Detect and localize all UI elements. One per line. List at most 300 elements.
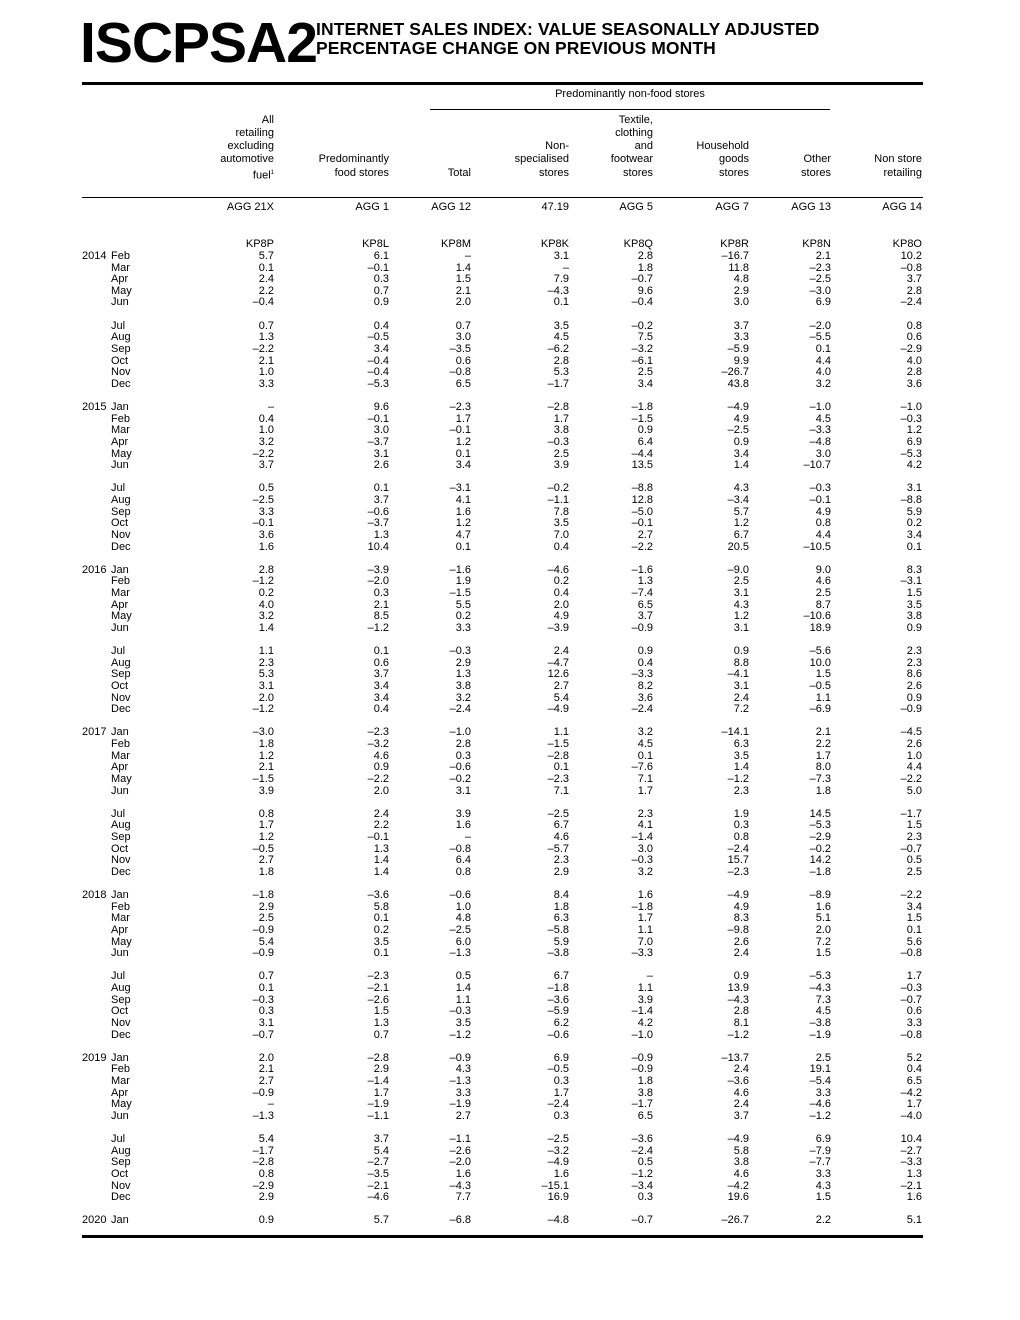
column-header-7: Other stores	[801, 153, 831, 179]
table-cell: 0.5	[637, 1156, 653, 1169]
table-cell: 1.3	[373, 842, 389, 855]
table-cell: 4.6	[733, 1167, 749, 1180]
table-cell: 0.1	[373, 645, 389, 658]
table-cell: 0.9	[906, 691, 922, 704]
row-month: Apr	[111, 273, 129, 286]
table-cell: 4.8	[733, 273, 749, 286]
row-month: Jun	[111, 947, 129, 960]
table-cell: 14.5	[809, 807, 831, 820]
table-cell: –4.9	[727, 401, 749, 414]
table-cell: 0.7	[373, 284, 389, 297]
aggregate-code: AGG 21X	[226, 201, 274, 213]
table-cell: 1.9	[455, 575, 471, 588]
table-cell: 3.5	[455, 1016, 471, 1029]
table-cell: 2.8	[258, 563, 274, 576]
table-cell: –8.8	[631, 482, 653, 495]
table-cell: 0.5	[455, 970, 471, 983]
table-cell: 1.2	[455, 435, 471, 448]
table-cell: –0.9	[252, 1086, 274, 1099]
table-cell: –2.3	[367, 970, 389, 983]
table-cell: 8.1	[733, 1016, 749, 1029]
row-year: 2016	[82, 563, 107, 576]
row-month: Feb	[111, 900, 130, 913]
table-cell: 3.7	[373, 668, 389, 681]
table-cell: –2.2	[900, 889, 922, 902]
table-cell: 3.3	[906, 1016, 922, 1029]
table-cell: 4.5	[815, 1005, 831, 1018]
table-cell: –3.9	[367, 563, 389, 576]
table-cell: 5.7	[258, 250, 274, 262]
row-month: Dec	[111, 1028, 131, 1041]
table-cell: 1.6	[815, 900, 831, 913]
table-cell: –0.4	[631, 296, 653, 309]
group-header-rule	[430, 109, 830, 110]
row-month: Nov	[111, 366, 131, 379]
table-cell: 0.4	[906, 1063, 922, 1076]
table-cell: 1.2	[455, 517, 471, 530]
table-cell: –2.2	[900, 772, 922, 785]
row-month: Mar	[111, 261, 130, 274]
table-cell: 1.3	[906, 1167, 922, 1180]
row-month: Nov	[111, 691, 131, 704]
table-cell: 10.4	[367, 540, 389, 553]
table-cell: 2.9	[258, 1191, 274, 1204]
row-month: Jul	[111, 807, 126, 820]
table-cell: –0.2	[449, 772, 471, 785]
row-month: Aug	[111, 656, 131, 669]
table-cell: –0.1	[631, 517, 653, 530]
table-cell: –9.8	[727, 923, 749, 936]
table-cell: 4.3	[815, 1179, 831, 1192]
table-cell: 1.4	[373, 854, 389, 867]
table-cell: 1.8	[637, 261, 653, 274]
table-cell: 1.6	[637, 889, 653, 902]
table-cell: –0.9	[252, 947, 274, 960]
table-cell: 5.1	[906, 1214, 922, 1227]
series-id: KP8O	[892, 238, 922, 250]
table-cell: –1.8	[547, 982, 569, 995]
table-cell: 0.4	[553, 540, 569, 553]
table-cell: 3.4	[906, 900, 922, 913]
table-cell: –1.8	[809, 865, 831, 878]
table-cell: 3.0	[815, 447, 831, 460]
table-cell: 6.9	[906, 435, 922, 448]
table-cell: –26.7	[721, 1214, 749, 1227]
table-cell: 0.1	[553, 761, 569, 774]
table-cell: 3.4	[637, 377, 653, 390]
table-cell: 0.2	[258, 586, 274, 599]
table-cell: –2.2	[367, 772, 389, 785]
table-cell: 3.2	[815, 377, 831, 390]
table-cell: –1.2	[367, 621, 389, 634]
table-cell: –6.1	[631, 354, 653, 367]
table-cell: –1.6	[631, 563, 653, 576]
table-cell: 5.9	[906, 505, 922, 518]
table-cell: –1.8	[631, 900, 653, 913]
table-cell: 2.9	[553, 865, 569, 878]
table-cell: –2.1	[367, 982, 389, 995]
table-cell: 2.3	[906, 831, 922, 843]
table-cell: 5.4	[258, 935, 274, 948]
table-cell: –4.3	[547, 284, 569, 297]
table-cell: –	[464, 250, 471, 262]
table-cell: –0.3	[252, 993, 274, 1006]
table-cell: 5.4	[258, 1133, 274, 1146]
table-cell: 2.0	[373, 784, 389, 797]
row-month: Jan	[111, 563, 129, 576]
table-cell: 3.7	[733, 1109, 749, 1122]
table-cell: –1.6	[449, 563, 471, 576]
table-cell: –0.4	[252, 296, 274, 309]
table-cell: –14.1	[721, 726, 749, 739]
table-cell: 3.0	[733, 296, 749, 309]
table-cell: 2.6	[906, 679, 922, 692]
table-cell: –1.3	[252, 1109, 274, 1122]
table-cell: 6.9	[815, 1133, 831, 1146]
row-month: Apr	[111, 435, 129, 448]
table-cell: 1.6	[553, 1167, 569, 1180]
table-cell: 0.2	[455, 610, 471, 623]
row-month: Jun	[111, 296, 129, 309]
table-cell: 1.6	[258, 540, 274, 553]
table-cell: –1.2	[252, 575, 274, 588]
table-cell: 2.5	[553, 447, 569, 460]
table-cell: 2.6	[373, 459, 389, 472]
row-year: 2015	[82, 401, 107, 414]
table-cell: 43.8	[727, 377, 749, 390]
table-cell: 3.1	[455, 784, 471, 797]
aggregate-code: AGG 5	[619, 201, 653, 213]
table-cell: –0.1	[449, 424, 471, 437]
table-cell: –2.2	[252, 342, 274, 355]
table-cell: 8.2	[637, 679, 653, 692]
table-cell: 2.4	[733, 947, 749, 960]
table-cell: –1.0	[449, 726, 471, 739]
table-cell: 9.0	[815, 563, 831, 576]
table-cell: –5.7	[547, 842, 569, 855]
table-cell: 0.6	[455, 354, 471, 367]
table-cell: 5.9	[553, 935, 569, 948]
column-header-8: Non store retailing	[874, 153, 922, 179]
table-cell: –4.9	[727, 889, 749, 902]
table-cell: 6.4	[637, 435, 653, 448]
table-cell: 0.8	[258, 1167, 274, 1180]
row-month: Mar	[111, 749, 130, 762]
aggregate-code: AGG 12	[431, 201, 471, 213]
table-cell: –1.2	[727, 1028, 749, 1041]
row-month: Aug	[111, 819, 131, 832]
table-cell: 0.6	[906, 1005, 922, 1018]
table-cell: 3.3	[815, 1086, 831, 1099]
table-cell: –10.5	[803, 540, 831, 553]
table-cell: 1.8	[637, 1075, 653, 1088]
table-cell: 3.3	[258, 505, 274, 518]
table-cell: –5.3	[900, 447, 922, 460]
table-cell: 1.0	[455, 900, 471, 913]
table-cell: 1.5	[906, 819, 922, 832]
table-cell: –0.6	[449, 889, 471, 902]
table-cell: 1.8	[258, 865, 274, 878]
table-cell: 1.1	[637, 923, 653, 936]
row-month: Dec	[111, 377, 131, 390]
table-cell: –	[562, 261, 569, 274]
table-cell: –4.1	[727, 668, 749, 681]
table-cell: 1.1	[815, 691, 831, 704]
table-cell: 0.3	[455, 749, 471, 762]
table-cell: 3.5	[373, 935, 389, 948]
row-month: Jan	[111, 1214, 129, 1227]
table-cell: –0.8	[900, 1028, 922, 1041]
table-cell: 0.9	[637, 424, 653, 437]
table-cell: 7.1	[553, 784, 569, 797]
table-cell: 3.1	[733, 621, 749, 634]
table-cell: –1.2	[727, 772, 749, 785]
table-cell: –0.3	[900, 982, 922, 995]
table-cell: 18.9	[809, 621, 831, 634]
table-cell: –4.4	[631, 447, 653, 460]
table-cell: –0.6	[367, 505, 389, 518]
table-cell: –15.1	[541, 1179, 569, 1192]
table-cell: 1.1	[637, 982, 653, 995]
table-cell: 2.3	[553, 854, 569, 867]
row-month: Aug	[111, 494, 131, 507]
table-cell: 3.0	[637, 842, 653, 855]
table-cell: 3.1	[258, 1016, 274, 1029]
table-cell: 3.0	[455, 331, 471, 344]
table-cell: 2.8	[906, 366, 922, 379]
table-cell: –0.3	[900, 412, 922, 425]
table-cell: –4.5	[900, 726, 922, 739]
table-cell: 0.3	[373, 273, 389, 286]
table-cell: 7.1	[637, 772, 653, 785]
aggregate-code: AGG 1	[355, 201, 389, 213]
table-cell: 2.8	[553, 354, 569, 367]
table-cell: 13.5	[631, 459, 653, 472]
row-month: Nov	[111, 1179, 131, 1192]
table-cell: 2.3	[906, 656, 922, 669]
table-cell: 4.6	[553, 831, 569, 843]
table-cell: 14.2	[809, 854, 831, 867]
table-cell: –4.0	[900, 1109, 922, 1122]
table-cell: –2.0	[367, 575, 389, 588]
table-cell: 0.9	[906, 621, 922, 634]
table-cell: –3.1	[900, 575, 922, 588]
table-cell: 9.9	[733, 354, 749, 367]
table-cell: 3.4	[373, 679, 389, 692]
table-cell: –8.9	[809, 889, 831, 902]
table-cell: –0.3	[809, 482, 831, 495]
table-cell: 3.8	[553, 424, 569, 437]
table-cell: 1.3	[258, 331, 274, 344]
table-cell: 1.4	[373, 865, 389, 878]
table-cell: 2.1	[455, 284, 471, 297]
row-month: Jul	[111, 1133, 126, 1146]
table-cell: –0.8	[449, 842, 471, 855]
table-cell: 5.5	[455, 598, 471, 611]
table-cell: –1.5	[449, 586, 471, 599]
table-cell: 15.7	[727, 854, 749, 867]
table-cell: 1.3	[637, 575, 653, 588]
table-cell: 4.3	[455, 1063, 471, 1076]
table-cell: 3.2	[455, 691, 471, 704]
table-cell: 2.4	[733, 691, 749, 704]
table-cell: 0.1	[455, 540, 471, 553]
table-cell: 4.2	[637, 1016, 653, 1029]
table-cell: –2.3	[547, 772, 569, 785]
table-cell: 2.2	[815, 738, 831, 751]
table-cell: 6.3	[733, 738, 749, 751]
table-cell: –2.4	[900, 296, 922, 309]
table-cell: –2.3	[367, 726, 389, 739]
row-month: Mar	[111, 1075, 130, 1088]
table-cell: –2.3	[809, 261, 831, 274]
row-month: May	[111, 284, 132, 297]
row-month: Aug	[111, 1144, 131, 1157]
table-cell: 8.6	[906, 668, 922, 681]
table-cell: –10.7	[803, 459, 831, 472]
table-cell: –1.0	[809, 401, 831, 414]
table-cell: 2.5	[733, 575, 749, 588]
row-year: 2014	[82, 250, 107, 262]
table-cell: 0.9	[373, 761, 389, 774]
table-cell: 2.3	[258, 656, 274, 669]
table-cell: –1.5	[252, 772, 274, 785]
table-cell: –2.5	[727, 424, 749, 437]
table-cell: –1.5	[631, 412, 653, 425]
table-cell: 4.9	[733, 412, 749, 425]
table-cell: 2.6	[906, 738, 922, 751]
aggregate-code: AGG 7	[715, 201, 749, 213]
table-cell: 7.5	[637, 331, 653, 344]
table-cell: 2.7	[258, 1075, 274, 1088]
table-cell: 1.5	[906, 912, 922, 925]
table-code: ISCPSA2	[80, 11, 317, 75]
table-cell: 6.9	[815, 296, 831, 309]
table-cell: 6.5	[906, 1075, 922, 1088]
table-cell: –0.5	[252, 842, 274, 855]
table-cell: 1.2	[906, 424, 922, 437]
table-cell: 1.7	[553, 1086, 569, 1099]
table-cell: 3.2	[637, 865, 653, 878]
row-month: May	[111, 935, 132, 948]
table-cell: 3.4	[373, 691, 389, 704]
table-cell: –0.2	[631, 319, 653, 332]
table-cell: –0.1	[367, 412, 389, 425]
table-cell: –3.4	[727, 494, 749, 507]
table-cell: 4.9	[733, 900, 749, 913]
table-cell: 5.1	[815, 912, 831, 925]
table-cell: 0.4	[553, 586, 569, 599]
table-cell: –0.7	[631, 1214, 653, 1227]
table-cell: –0.9	[631, 1063, 653, 1076]
table-cell: –4.9	[547, 703, 569, 716]
table-cell: –7.7	[809, 1156, 831, 1169]
table-cell: 3.5	[733, 749, 749, 762]
table-cell: –3.2	[367, 738, 389, 751]
table-cell: –5.9	[727, 342, 749, 355]
table-cell: –1.2	[809, 1109, 831, 1122]
table-cell: 0.2	[553, 575, 569, 588]
table-cell: –2.5	[809, 273, 831, 286]
table-cell: –0.3	[547, 435, 569, 448]
table-cell: 1.7	[906, 970, 922, 983]
row-month: Oct	[111, 517, 129, 530]
table-cell: 7.3	[815, 993, 831, 1006]
table-cell: –2.5	[252, 494, 274, 507]
table-cell: 3.3	[733, 331, 749, 344]
table-cell: 4.6	[815, 575, 831, 588]
table-cell: 1.0	[258, 424, 274, 437]
table-cell: –1.1	[367, 1109, 389, 1122]
table-cell: –0.6	[547, 1028, 569, 1041]
table-cell: –	[267, 1098, 274, 1111]
table-cell: –0.7	[252, 1028, 274, 1041]
table-cell: 5.0	[906, 784, 922, 797]
table-cell: –13.7	[721, 1051, 749, 1064]
table-cell: 3.7	[733, 319, 749, 332]
bottom-rule	[82, 1235, 923, 1238]
table-cell: 0.8	[258, 807, 274, 820]
table-cell: 0.9	[733, 645, 749, 658]
table-cell: –	[464, 831, 471, 843]
row-month: Nov	[111, 854, 131, 867]
row-month: Sep	[111, 668, 131, 681]
table-cell: 0.4	[637, 656, 653, 669]
table-cell: 0.3	[553, 1109, 569, 1122]
table-cell: 5.8	[373, 900, 389, 913]
table-cell: 0.7	[258, 319, 274, 332]
table-cell: –3.0	[252, 726, 274, 739]
table-cell: –2.4	[631, 1144, 653, 1157]
row-month: Apr	[111, 923, 129, 936]
table-cell: –5.3	[809, 970, 831, 983]
table-cell: –6.2	[547, 342, 569, 355]
table-cell: 0.3	[733, 819, 749, 832]
series-id: KP8Q	[623, 238, 653, 250]
table-cell: –2.5	[547, 1133, 569, 1146]
table-cell: 3.1	[553, 250, 569, 262]
table-cell: –1.1	[449, 1133, 471, 1146]
table-cell: 2.9	[733, 284, 749, 297]
table-cell: 1.4	[258, 621, 274, 634]
series-id: KP8P	[245, 238, 274, 250]
table-cell: 11.8	[728, 261, 749, 274]
table-cell: 5.3	[258, 668, 274, 681]
table-cell: 4.6	[733, 1086, 749, 1099]
table-cell: 4.6	[373, 749, 389, 762]
table-cell: –2.7	[367, 1156, 389, 1169]
table-cell: 3.1	[258, 679, 274, 692]
table-cell: –0.9	[252, 923, 274, 936]
table-cell: –0.1	[367, 831, 389, 843]
row-month: Dec	[111, 1191, 131, 1204]
table-cell: –2.9	[252, 1179, 274, 1192]
table-cell: –0.3	[631, 854, 653, 867]
table-cell: –10.6	[803, 610, 831, 623]
table-cell: 2.9	[455, 656, 471, 669]
table-cell: –2.5	[449, 923, 471, 936]
table-cell: 7.0	[637, 935, 653, 948]
table-cell: –1.9	[449, 1098, 471, 1111]
row-month: Mar	[111, 912, 130, 925]
table-cell: 4.1	[455, 494, 471, 507]
table-cell: 2.5	[815, 1051, 831, 1064]
table-cell: 2.1	[815, 250, 831, 262]
table-cell: 0.4	[258, 412, 274, 425]
row-year: 2020	[82, 1214, 107, 1227]
top-rule	[82, 82, 923, 85]
table-cell: –3.5	[367, 1167, 389, 1180]
